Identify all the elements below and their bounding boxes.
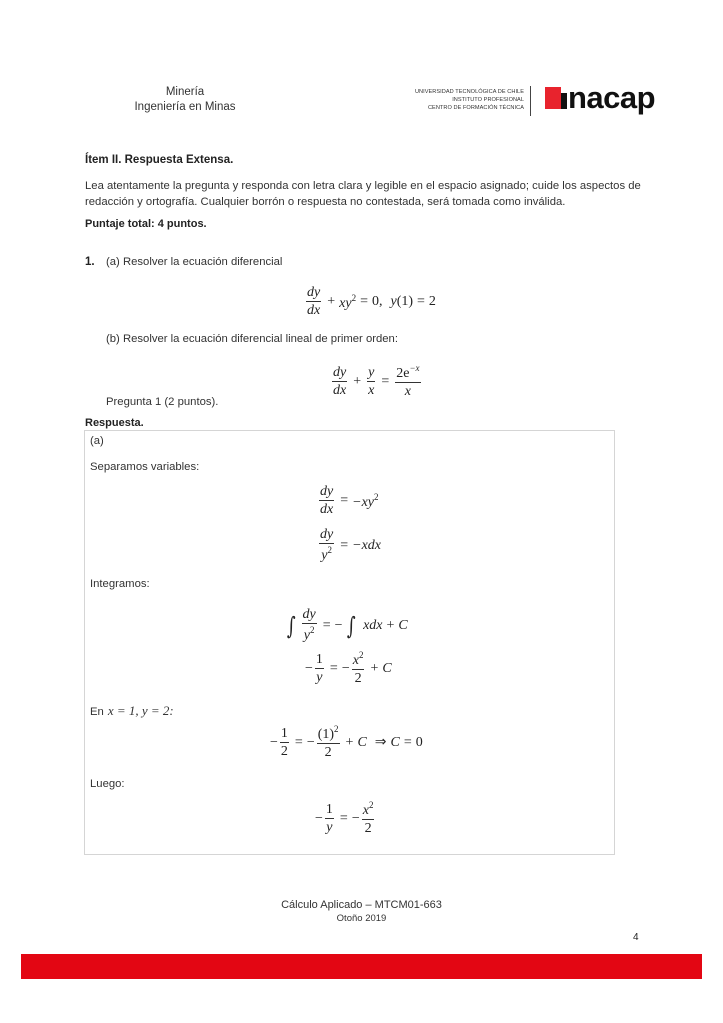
section-title: Ítem II. Respuesta Extensa.: [85, 154, 234, 166]
response-label: Respuesta.: [85, 417, 144, 429]
footer-red-bar: [21, 954, 702, 979]
equation-integrated: − $\frac{1}{y}$ = − $\frac{x^2}{2}$ + C: [305, 650, 392, 686]
header-divider: [530, 86, 531, 116]
step-initial-condition-label: [90, 703, 174, 719]
equation-integral: ∫ $\frac{dy}{y^2}$ = − ∫ xdx + C: [286, 607, 408, 643]
initial-condition-prefix: En: [90, 706, 104, 718]
footer: [0, 898, 723, 926]
initial-condition-math: x = 1, y = 2:: [107, 703, 174, 718]
equation-result: − $\frac{1}{y}$ = − $\frac{x^2}{2}$: [315, 800, 374, 836]
program-header: [110, 85, 260, 115]
program-area: Minería: [165, 86, 205, 98]
program-name: Ingeniería en Minas: [134, 101, 236, 113]
question-part-a: (a) Resolver la ecuación diferencial: [106, 256, 283, 268]
step-separate-label: Separamos variables:: [90, 461, 200, 473]
instructions: Lea atentamente la pregunta y responda con letra clara y legible en el espacio asignado; cuide los aspectos de redacción y ortografía. Cualquier borrón o respuesta no contestada, será tomada como inválida.: [85, 180, 641, 208]
term: Otoño 2019: [336, 913, 387, 924]
equation-separate-1: $\frac{dy}{dx}$ = $-xy^2$: [320, 484, 379, 517]
equation-part-b: $\frac{dy}{dx}$ + $\frac{y}{x}$ = $\frac{2e^{-x}}{x}$: [333, 363, 420, 399]
equation-part-a: $\frac{dy}{dx}$ + $xy^2$ = 0, y (1) = 2: [307, 285, 436, 318]
institution-line-2: INSTITUTO PROFESIONAL: [452, 97, 524, 103]
page-number: 4: [633, 932, 639, 943]
step-result-label: Luego:: [90, 778, 125, 790]
question-part-b: (b) Resolver la ecuación diferencial lineal de primer orden:: [106, 333, 398, 345]
equation-constant: − $\frac{1}{2}$ = − $\frac{(1)^2}{2}$ + C ⇒ C = 0: [270, 724, 423, 760]
equation-separate-2: $\frac{dy}{y^2}$ = −xdx: [320, 527, 381, 563]
institution-line-3: CENTRO DE FORMACIÓN TÉCNICA: [427, 105, 524, 111]
institution-line-1: UNIVERSIDAD TECNOLÓGICA DE CHILE: [414, 89, 524, 95]
total-score: Puntaje total: 4 puntos.: [85, 218, 207, 230]
course-name: Cálculo Aplicado – MTCM01-663: [281, 899, 442, 911]
question-points: Pregunta 1 (2 puntos).: [106, 396, 219, 408]
inacap-logo-square-icon: [545, 87, 561, 109]
response-part-label: (a): [90, 435, 104, 447]
institution-text: [360, 88, 524, 112]
question-number: 1.: [85, 256, 95, 268]
inacap-logo: nacap: [568, 80, 656, 115]
inacap-logo-bar-icon: [561, 93, 567, 109]
step-integrate-label: Integramos:: [90, 578, 150, 590]
